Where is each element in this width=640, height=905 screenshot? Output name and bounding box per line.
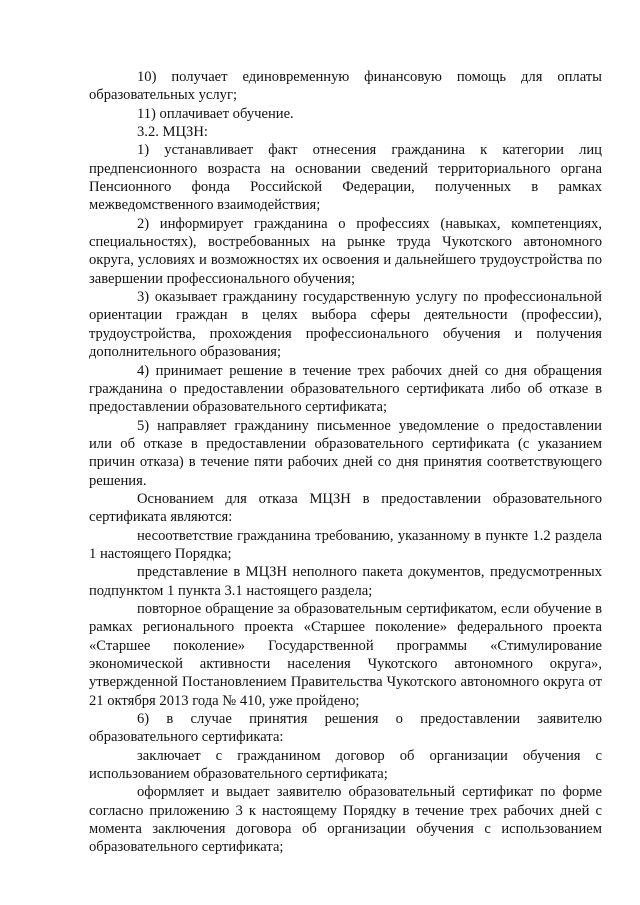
paragraph-mczn-3: 3) оказывает гражданину государственную услугу по профессиональной ориентации граждан в целях выбора сферы деятельности (профессии), трудоустройства, прохождения профессионального обучения и получения дополнительного образования;: [89, 289, 602, 361]
paragraph-refusal-incomplete: представление в МЦЗН неполного пакета документов, предусмотренных подпунктом 1 пункта 3.1 настоящего раздела;: [89, 564, 602, 599]
paragraph-certificate-issue: оформляет и выдает заявителю образовательный сертификат по форме согласно приложению 3 к настоящему Порядку в течение трех рабочих дней с момента заключения договора об организации обучения с использованием образовательного сертификата;: [89, 784, 602, 856]
section-heading-3-2: 3.2. МЦЗН:: [137, 124, 208, 141]
paragraph-mczn-4: 4) принимает решение в течение трех рабочих дней со дня обращения гражданина о предоставлении образовательного сертификата либо об отказе в предоставлении образовательного сертификата;: [89, 362, 602, 416]
paragraph-mczn-2: 2) информирует гражданина о профессиях (навыках, компетенциях, специальностях), востребованных на рынке труда Чукотского автономного округа, условиях и возможностях их освоения и дальнейшего трудоустройства по завершении профессионального обучения;: [89, 215, 602, 287]
document-page: [89, 68, 602, 857]
paragraph-mczn-5: 5) направляет гражданину письменное уведомление о предоставлении или об отказе в предоставлении образовательного сертификата (с указанием причин отказа) в течение пяти рабочих дней со дня принятия соответствующего решения.: [89, 417, 602, 489]
paragraph-contract: заключает с гражданином договор об организации обучения с использованием образовательного сертификата;: [89, 747, 602, 783]
paragraph-refusal-repeat: повторное обращение за образовательным сертификатом, если обучение в рамках регионального проекта «Старшее поколение» федерального проекта «Старшее поколение» Государственной программы «Стимулирование экономической активности населения Чукотского автономного округа», утвержденной Постановлением Правительства Чукотского автономного округа от 21 октября 2013 года № 410, уже пройдено;: [89, 600, 602, 709]
paragraph-mczn-1: 1) устанавливает факт отнесения гражданина к категории лиц предпенсионного возраста на основании сведений территориального органа Пенсионного фонда Российской Федерации, полученных в рамках межведомственного взаимодействия;: [89, 142, 602, 214]
paragraph-item-11: 11) оплачивает обучение.: [137, 105, 294, 122]
paragraph-mczn-6: 6) в случае принятия решения о предоставлении заявителю образовательного сертификата:: [89, 711, 602, 746]
paragraph-item-10: 10) получает единовременную финансовую помощь для оплаты образовательных услуг;: [89, 69, 602, 104]
paragraph-refusal-grounds: Основанием для отказа МЦЗН в предоставлении образовательного сертификата являются:: [89, 490, 602, 526]
paragraph-refusal-mismatch: несоответствие гражданина требованию, указанному в пункте 1.2 раздела 1 настоящего Порядка;: [89, 527, 602, 562]
